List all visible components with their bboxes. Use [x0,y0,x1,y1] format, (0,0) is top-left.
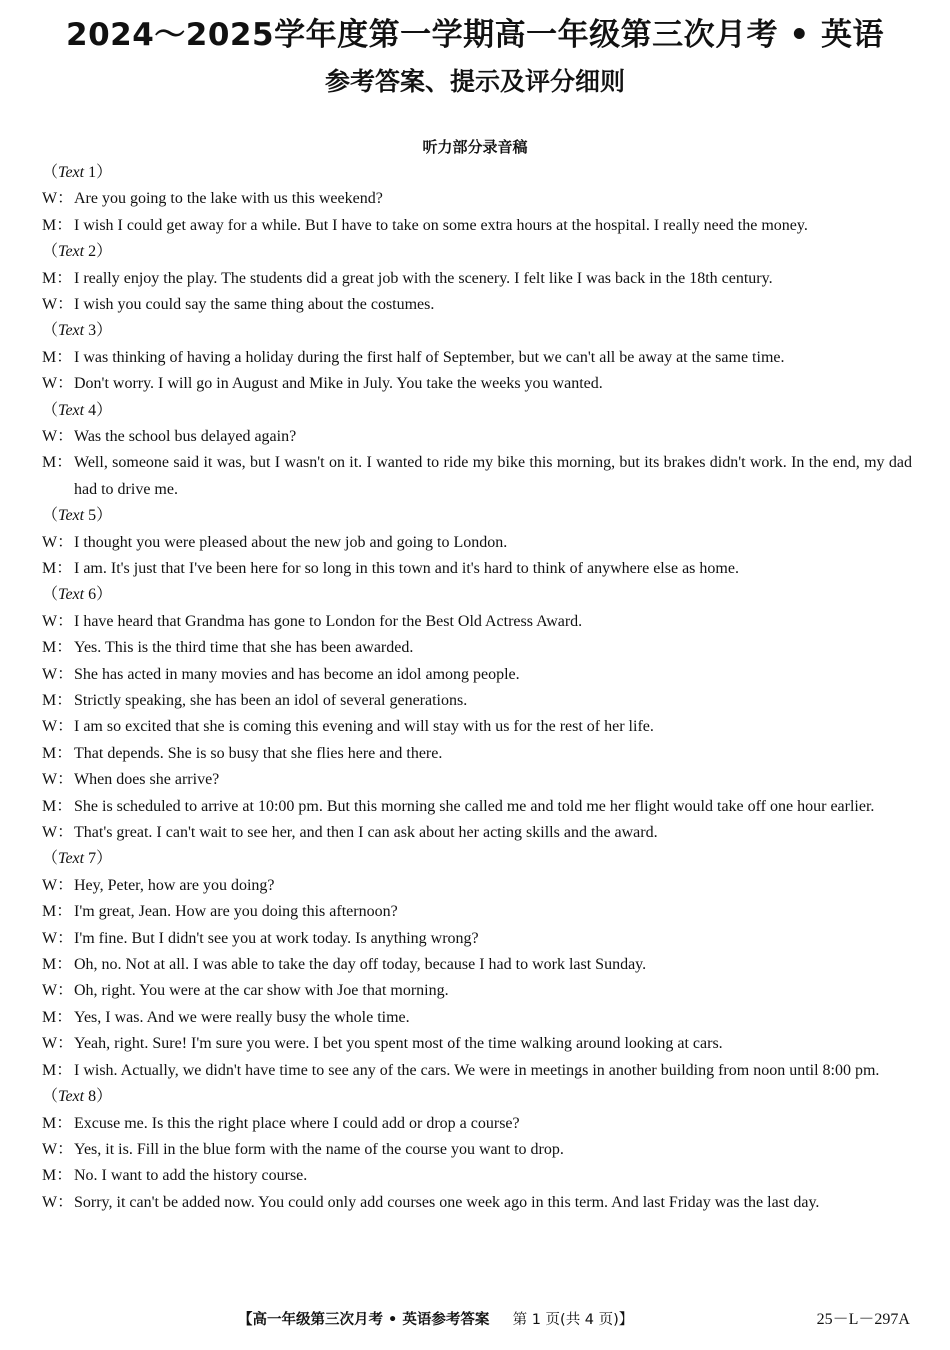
dialogue-line [42,662,912,688]
dialogue-text: I'm fine. But I didn't see you at work today. Is anything wrong? [74,929,479,947]
dialogue-label [42,582,912,608]
dialogue-block [42,503,912,582]
dialogue-label [42,160,912,186]
label-open-paren: （ [42,243,59,261]
dialogue-label [42,503,912,529]
speaker-label: M： [42,956,73,974]
dialogue-line [42,1111,912,1137]
dialogue-block [42,318,912,397]
dialogue-label [42,846,912,872]
speaker-label: W： [42,375,74,393]
dialogue-text: Well, someone said it was, but I wasn't on it. I wanted to ride my bike this morning, but its brakes didn't work. In the end, my dad had to drive me. [74,454,912,498]
dialogue-label [42,398,912,424]
document-subtitle: 参考答案、提示及评分细则 [324,67,625,96]
dialogue-text: Excuse me. Is this the right place where I could add or drop a course? [74,1114,520,1132]
dialogue-text: I wish I could get away for a while. But I have to take on some extra hours at the hospital. I really need the money. [74,216,808,234]
speaker-label: M： [42,744,73,762]
label-number: 6） [84,586,113,604]
dialogue-line [42,688,912,714]
listening-transcript [42,160,912,1216]
dialogue-text: That's great. I can't wait to see her, and then I can ask about her acting skills and the award. [74,824,658,842]
label-word: Text [58,1088,85,1106]
dialogue-line [42,556,912,582]
label-open-paren: （ [42,322,59,340]
dialogue-line [42,767,912,793]
dialogue-block [42,160,912,239]
dialogue-text: Yes. This is the third time that she has been awarded. [74,639,414,657]
dialogue-text: Strictly speaking, she has been an idol of several generations. [74,692,468,710]
dialogue-text: I really enjoy the play. The students did a great job with the scenery. I felt like I was back in the 18th century. [74,269,773,287]
dialogue-text: Don't worry. I will go in August and Mike in July. You take the weeks you wanted. [74,375,603,393]
dialogue-block [42,1084,912,1216]
speaker-label: M： [42,1061,73,1079]
dialogue-line [42,714,912,740]
dialogue-line [42,1190,912,1216]
label-open-paren: （ [42,1088,59,1106]
speaker-label: M： [42,1008,73,1026]
speaker-label: M： [42,903,73,921]
label-open-paren: （ [42,507,59,525]
dialogue-text: She is scheduled to arrive at 10:00 pm. But this morning she called me and told me her flight would take off one hour earlier. [74,797,875,815]
dialogue-line [42,266,912,292]
dialogue-text: Hey, Peter, how are you doing? [74,876,275,894]
footer-code: 25－L－297A [816,1311,910,1328]
dialogue-line [42,1137,912,1163]
dialogue-text: Was the school bus delayed again? [74,428,297,445]
label-word: Text [58,586,85,604]
dialogue-text: Yes, I was. And we were really busy the whole time. [74,1008,410,1026]
speaker-label: W： [42,876,74,894]
label-word: Text [58,507,85,525]
dialogue-line [42,424,912,450]
dialogue-block [42,846,912,1084]
speaker-label: W： [42,771,74,789]
speaker-label: M： [42,269,73,287]
dialogue-line [42,609,912,635]
document-title: 2024～2025学年度第一学期高一年级第三次月考 • 英语 [66,17,884,53]
label-word: Text [58,164,85,181]
dialogue-line [42,899,912,925]
speaker-label: M： [42,348,73,366]
speaker-label: M： [42,639,73,657]
dialogue-text: Oh, right. You were at the car show with Joe that morning. [74,982,449,1000]
speaker-label: M： [42,454,73,472]
footer-title: 【高一年级第三次月考 • 英语参考答案 [238,1312,490,1328]
label-number: 7） [84,850,113,868]
dialogue-line [42,978,912,1004]
dialogue-line [42,794,912,820]
dialogue-text: I was thinking of having a holiday during the first half of September, but we can't all be away at the same time. [74,348,785,366]
dialogue-line [42,292,912,318]
label-number: 2） [84,243,113,261]
speaker-label: W： [42,428,74,445]
dialogue-text: That depends. She is so busy that she flies here and there. [74,744,443,762]
speaker-label: W： [42,296,74,313]
dialogue-text: When does she arrive? [74,771,220,789]
speaker-label: W： [42,190,74,208]
dialogue-text: I'm great, Jean. How are you doing this afternoon? [74,903,398,921]
dialogue-label [42,1084,912,1110]
speaker-label: W： [42,665,74,683]
dialogue-line [42,1005,912,1031]
dialogue-text: I have heard that Grandma has gone to London for the Best Old Actress Award. [74,612,583,630]
label-word: Text [58,243,85,261]
label-number: 5） [84,507,113,525]
label-open-paren: （ [42,401,59,419]
speaker-label: W： [42,1035,74,1053]
dialogue-line [42,371,912,397]
dialogue-line [42,952,912,978]
label-number: 4） [84,401,113,419]
dialogue-line [42,213,912,239]
dialogue-line [42,820,912,846]
dialogue-text: Sorry, it can't be added now. You could only add courses one week ago in this term. And last Friday was the last day. [74,1193,820,1211]
dialogue-text: I am so excited that she is coming this evening and will stay with us for the rest of her life. [74,718,654,736]
speaker-label: M： [42,1114,73,1132]
dialogue-line [42,926,912,952]
speaker-label: W： [42,1193,74,1211]
dialogue-line [42,873,912,899]
dialogue-line [42,450,912,503]
label-word: Text [58,322,85,340]
speaker-label: M： [42,216,73,234]
dialogue-text: Oh, no. Not at all. I was able to take the day off today, because I had to work last Sunday. [74,956,647,974]
label-word: Text [58,401,85,419]
footer-info [238,1308,633,1332]
dialogue-line [42,741,912,767]
speaker-label: W： [42,612,74,630]
page-footer [0,1308,950,1332]
dialogue-block [42,239,912,318]
dialogue-line [42,530,912,556]
label-open-paren: （ [42,850,59,868]
speaker-label: M： [42,797,73,815]
speaker-label: M： [42,1167,73,1185]
dialogue-block [42,398,912,504]
dialogue-text: I wish. Actually, we didn't have time to see any of the cars. We were in meetings in another building from noon until 8:00 pm. [74,1061,880,1079]
dialogue-line [42,635,912,661]
dialogue-text: I am. It's just that I've been here for so long in this town and it's hard to think of anywhere else as home. [74,560,739,578]
label-number: 3） [84,322,113,340]
speaker-label: W： [42,982,74,1000]
dialogue-text: I wish you could say the same thing about the costumes. [74,296,435,313]
label-word: Text [58,850,85,868]
speaker-label: M： [42,692,73,710]
speaker-label: W： [42,824,74,842]
dialogue-line [42,345,912,371]
dialogue-line [42,186,912,212]
dialogue-text: No. I want to add the history course. [74,1167,308,1185]
label-open-paren: （ [42,586,59,604]
speaker-label: W： [42,533,74,551]
dialogue-text: Yes, it is. Fill in the blue form with the name of the course you want to drop. [74,1140,564,1158]
dialogue-text: She has acted in many movies and has become an idol among people. [74,665,520,683]
dialogue-label [42,239,912,265]
section-heading: 听力部分录音稿 [422,138,528,156]
footer-page-number: 第 1 页(共 4 页)】 [512,1312,634,1328]
dialogue-line [42,1058,912,1084]
dialogue-text: Yeah, right. Sure! I'm sure you were. I bet you spent most of the time walking around looking at cars. [74,1035,723,1053]
dialogue-block [42,582,912,846]
speaker-label: M： [42,560,73,578]
label-open-paren: （ [42,164,59,181]
label-number: 1） [84,164,113,181]
speaker-label: W： [42,718,74,736]
dialogue-label [42,318,912,344]
speaker-label: W： [42,1140,74,1158]
dialogue-text: I thought you were pleased about the new job and going to London. [74,533,508,551]
dialogue-text: Are you going to the lake with us this weekend? [74,190,383,208]
dialogue-line [42,1031,912,1057]
label-number: 8） [84,1088,113,1106]
dialogue-line [42,1163,912,1189]
speaker-label: W： [42,929,74,947]
